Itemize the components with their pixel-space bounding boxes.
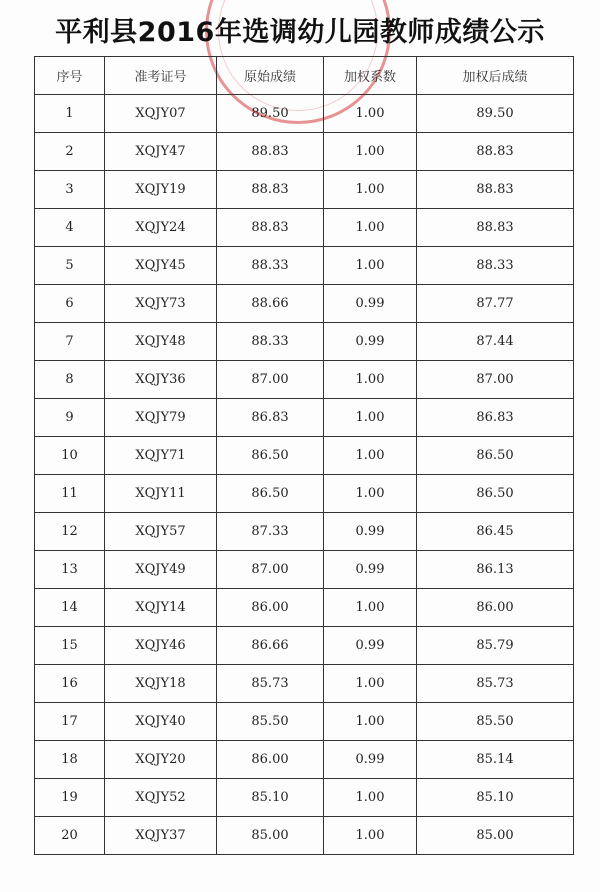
row-index: 6 [35,285,105,323]
header-weighted-score: 加权后成绩 [417,57,574,95]
page-title: 平利县2016年选调幼儿园教师成绩公示 [55,17,545,48]
ticket-number: XQJY71 [105,437,217,475]
weighted-score: 88.83 [417,171,574,209]
ticket-number: XQJY24 [105,209,217,247]
coefficient: 1.00 [324,779,417,817]
table-row [35,399,574,437]
weighted-score: 85.10 [417,779,574,817]
coefficient: 1.00 [324,665,417,703]
row-index: 19 [35,779,105,817]
table-body [35,95,574,855]
row-index: 16 [35,665,105,703]
ticket-number: XQJY45 [105,247,217,285]
ticket-number: XQJY49 [105,551,217,589]
row-index: 13 [35,551,105,589]
row-index: 15 [35,627,105,665]
table-header-row [35,57,574,95]
weighted-score: 89.50 [417,95,574,133]
row-index: 4 [35,209,105,247]
ticket-number: XQJY11 [105,475,217,513]
coefficient: 0.99 [324,627,417,665]
ticket-number: XQJY79 [105,399,217,437]
raw-score: 87.33 [217,513,324,551]
row-index: 10 [35,437,105,475]
raw-score: 88.83 [217,171,324,209]
weighted-score: 85.14 [417,741,574,779]
table-row [35,475,574,513]
coefficient: 1.00 [324,399,417,437]
row-index: 5 [35,247,105,285]
table-row [35,209,574,247]
coefficient: 1.00 [324,361,417,399]
raw-score: 86.00 [217,589,324,627]
table-row [35,171,574,209]
ticket-number: XQJY40 [105,703,217,741]
row-index: 14 [35,589,105,627]
weighted-score: 85.79 [417,627,574,665]
raw-score: 88.66 [217,285,324,323]
table-row [35,95,574,133]
weighted-score: 85.73 [417,665,574,703]
ticket-number: XQJY20 [105,741,217,779]
raw-score: 86.50 [217,475,324,513]
ticket-number: XQJY57 [105,513,217,551]
weighted-score: 85.00 [417,817,574,855]
coefficient: 1.00 [324,171,417,209]
weighted-score: 86.45 [417,513,574,551]
row-index: 8 [35,361,105,399]
score-table [34,56,574,855]
coefficient: 1.00 [324,437,417,475]
coefficient: 1.00 [324,475,417,513]
table-row [35,285,574,323]
coefficient: 0.99 [324,513,417,551]
coefficient: 1.00 [324,247,417,285]
weighted-score: 86.00 [417,589,574,627]
raw-score: 88.33 [217,247,324,285]
weighted-score: 86.50 [417,475,574,513]
raw-score: 86.83 [217,399,324,437]
ticket-number: XQJY18 [105,665,217,703]
raw-score: 89.50 [217,95,324,133]
raw-score: 88.83 [217,209,324,247]
coefficient: 1.00 [324,133,417,171]
row-index: 20 [35,817,105,855]
weighted-score: 86.50 [417,437,574,475]
raw-score: 85.00 [217,817,324,855]
row-index: 7 [35,323,105,361]
ticket-number: XQJY48 [105,323,217,361]
raw-score: 86.00 [217,741,324,779]
row-index: 12 [35,513,105,551]
ticket-number: XQJY52 [105,779,217,817]
raw-score: 86.66 [217,627,324,665]
ticket-number: XQJY36 [105,361,217,399]
weighted-score: 87.77 [417,285,574,323]
ticket-number: XQJY37 [105,817,217,855]
raw-score: 85.50 [217,703,324,741]
raw-score: 88.83 [217,133,324,171]
table-row [35,627,574,665]
coefficient: 0.99 [324,551,417,589]
row-index: 11 [35,475,105,513]
header-ticket: 准考证号 [105,57,217,95]
table-row [35,741,574,779]
weighted-score: 86.13 [417,551,574,589]
coefficient: 0.99 [324,323,417,361]
weighted-score: 86.83 [417,399,574,437]
raw-score: 88.33 [217,323,324,361]
raw-score: 85.73 [217,665,324,703]
table-row [35,323,574,361]
row-index: 17 [35,703,105,741]
raw-score: 87.00 [217,551,324,589]
weighted-score: 87.44 [417,323,574,361]
ticket-number: XQJY07 [105,95,217,133]
weighted-score: 88.33 [417,247,574,285]
table-row [35,133,574,171]
coefficient: 0.99 [324,741,417,779]
row-index: 18 [35,741,105,779]
table-row [35,247,574,285]
table-row [35,589,574,627]
header-coefficient: 加权系数 [324,57,417,95]
coefficient: 1.00 [324,703,417,741]
table-row [35,361,574,399]
weighted-score: 85.50 [417,703,574,741]
table-row [35,779,574,817]
table-row [35,513,574,551]
coefficient: 1.00 [324,589,417,627]
table-row [35,817,574,855]
row-index: 2 [35,133,105,171]
coefficient: 1.00 [324,817,417,855]
weighted-score: 88.83 [417,133,574,171]
raw-score: 87.00 [217,361,324,399]
table-row [35,551,574,589]
header-raw-score: 原始成绩 [217,57,324,95]
row-index: 3 [35,171,105,209]
raw-score: 86.50 [217,437,324,475]
table-row [35,703,574,741]
ticket-number: XQJY47 [105,133,217,171]
raw-score: 85.10 [217,779,324,817]
ticket-number: XQJY73 [105,285,217,323]
ticket-number: XQJY19 [105,171,217,209]
row-index: 9 [35,399,105,437]
row-index: 1 [35,95,105,133]
ticket-number: XQJY14 [105,589,217,627]
coefficient: 1.00 [324,95,417,133]
weighted-score: 88.83 [417,209,574,247]
weighted-score: 87.00 [417,361,574,399]
table-row [35,665,574,703]
coefficient: 1.00 [324,209,417,247]
table-row [35,437,574,475]
ticket-number: XQJY46 [105,627,217,665]
coefficient: 0.99 [324,285,417,323]
header-index: 序号 [35,57,105,95]
